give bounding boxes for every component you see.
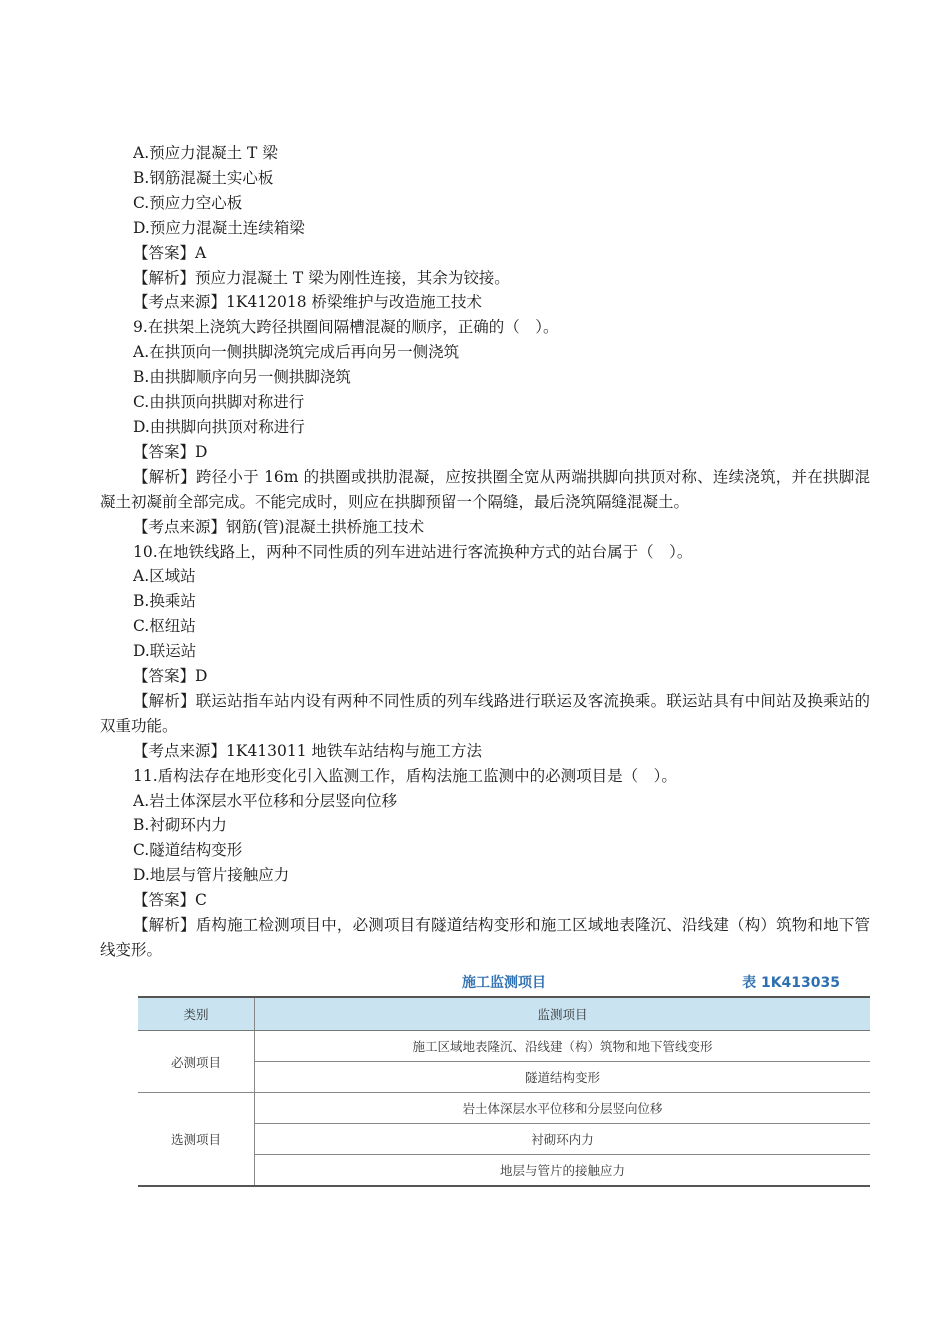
category-cell: 选测项目 xyxy=(138,1093,255,1187)
question-9: 9.在拱架上浇筑大跨径拱圈间隔槽混凝的顺序，正确的（ ）。 xyxy=(133,318,559,337)
table-row xyxy=(138,1093,870,1124)
option-b: B.衬砌环内力 xyxy=(133,816,227,835)
header-category: 类别 xyxy=(138,997,255,1031)
monitoring-table-figure xyxy=(138,966,870,1187)
item-cell: 地层与管片的接触应力 xyxy=(255,1155,871,1187)
option-c: C.由拱顶向拱脚对称进行 xyxy=(133,393,305,412)
option-c: C.枢纽站 xyxy=(133,617,196,636)
option-a: A.预应力混凝土 T 梁 xyxy=(133,144,278,162)
document-body xyxy=(100,141,870,963)
analysis: 【解析】盾构施工检测项目中，必测项目有隧道结构变形和施工区域地表隆沉、沿线建（构）筑物和地下管线变形。 xyxy=(100,916,870,959)
answer: 【答案】D xyxy=(133,667,208,686)
table-caption xyxy=(138,966,870,996)
source: 【考点来源】1K412018 桥梁维护与改造施工技术 xyxy=(133,293,483,312)
option-a: A.在拱顶向一侧拱脚浇筑完成后再向另一侧浇筑 xyxy=(133,343,460,362)
answer: 【答案】C xyxy=(133,891,207,910)
option-a: A.岩土体深层水平位移和分层竖向位移 xyxy=(133,791,398,810)
item-cell: 岩土体深层水平位移和分层竖向位移 xyxy=(255,1093,871,1124)
source: 【考点来源】1K413011 地铁车站结构与施工方法 xyxy=(133,741,483,760)
question-11: 11.盾构法存在地形变化引入监测工作，盾构法施工监测中的必测项目是（ ）。 xyxy=(133,766,677,785)
option-d: D.地层与管片接触应力 xyxy=(133,866,290,885)
analysis: 【解析】跨径小于 16m 的拱圈或拱肋混凝，应按拱圈全宽从两端拱脚向拱顶对称、连续浇筑，并在拱脚混凝土初凝前全部完成。不能完成时，则应在拱脚预留一个隔缝，最后浇筑隔缝混凝土。 xyxy=(100,467,870,511)
answer: 【答案】D xyxy=(133,442,208,461)
header-item: 监测项目 xyxy=(255,997,871,1031)
option-b: B.由拱脚顺序向另一侧拱脚浇筑 xyxy=(133,368,351,387)
option-c: C.隧道结构变形 xyxy=(133,841,243,860)
question-10: 10.在地铁线路上，两种不同性质的列车进站进行客流换种方式的站台属于（ ）。 xyxy=(133,542,693,561)
item-cell: 隧道结构变形 xyxy=(255,1062,871,1093)
option-c: C.预应力空心板 xyxy=(133,193,243,212)
table-number: 表 1K413035 xyxy=(742,975,840,991)
table-header-row xyxy=(138,997,870,1031)
option-b: B.换乘站 xyxy=(133,592,196,611)
category-cell: 必测项目 xyxy=(138,1031,255,1093)
table-row xyxy=(138,1031,870,1062)
item-cell: 施工区域地表隆沉、沿线建（构）筑物和地下管线变形 xyxy=(255,1031,871,1062)
item-cell: 衬砌环内力 xyxy=(255,1124,871,1155)
table-title: 施工监测项目 xyxy=(462,975,546,991)
option-d: D.预应力混凝土连续箱梁 xyxy=(133,218,305,237)
option-d: D.由拱脚向拱顶对称进行 xyxy=(133,417,305,436)
analysis: 【解析】预应力混凝土 T 梁为刚性连接，其余为铰接。 xyxy=(133,268,510,287)
option-d: D.联运站 xyxy=(133,642,197,661)
monitoring-table xyxy=(138,996,870,1187)
answer: 【答案】A xyxy=(133,243,207,262)
analysis: 【解析】联运站指车站内设有两种不同性质的列车线路进行联运及客流换乘。联运站具有中间站及换乘站的双重功能。 xyxy=(100,691,870,735)
source: 【考点来源】钢筋(管)混凝土拱桥施工技术 xyxy=(133,517,425,536)
option-b: B.钢筋混凝土实心板 xyxy=(133,168,274,187)
option-a: A.区域站 xyxy=(133,567,196,586)
